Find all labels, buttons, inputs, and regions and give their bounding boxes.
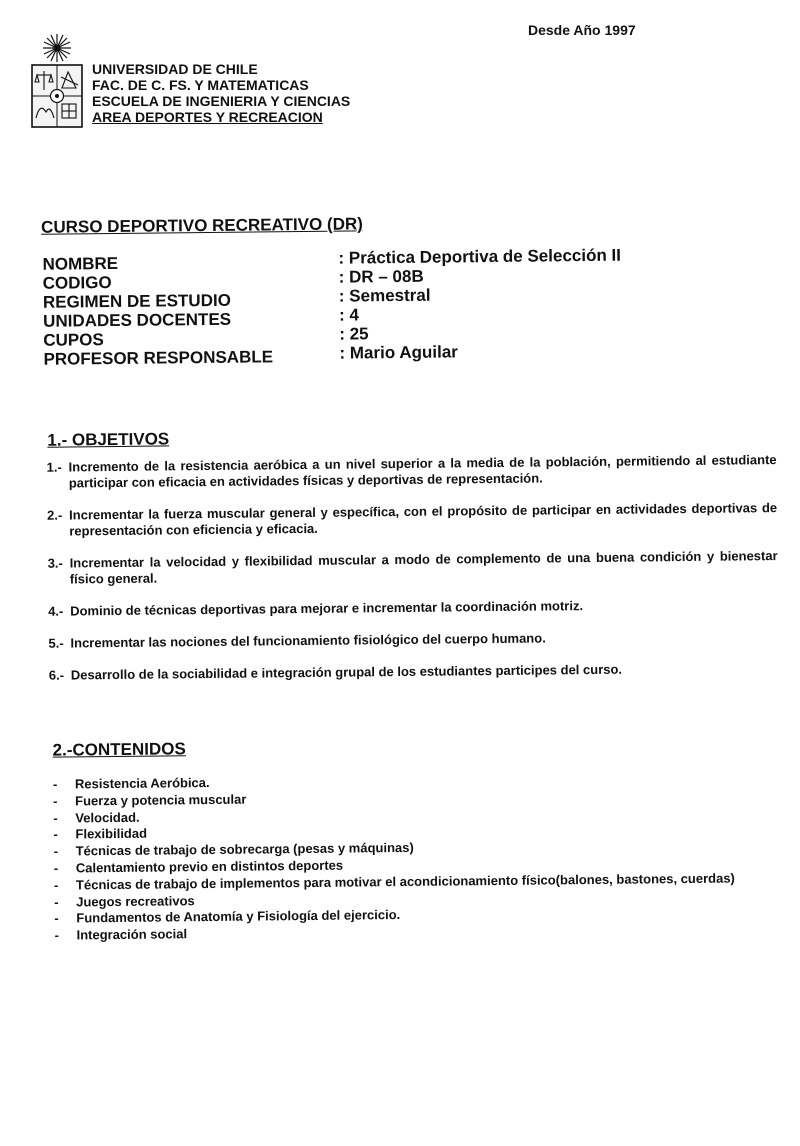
list-item-text: Integración social [76,926,187,942]
bullet-dash: - [54,844,59,861]
bullet-dash: - [54,894,59,911]
info-label: NOMBRE [42,254,118,275]
list-item-text: Velocidad. [75,809,139,825]
list-item-text: Técnicas de trabajo de implementos para motivar el acondicionamiento físico(balones, bastones, cuerdas) [76,870,735,892]
info-value: : Práctica Deportiva de Selección II [338,246,621,269]
list-item-text: Flexibilidad [75,826,147,842]
institution-line: AREA DEPORTES Y RECREACION [92,109,350,125]
objective-item [48,596,778,620]
list-item-text: Resistencia Aeróbica. [75,775,210,791]
bullet-dash: - [54,928,59,945]
info-value: : Semestral [339,286,431,307]
objective-number: 2.- [47,508,62,524]
objective-item [47,500,777,540]
info-label: PROFESOR RESPONSABLE [43,347,273,369]
objective-text: Incrementar las nociones del funcionamiento fisiológico del cuerpo humano. [70,628,778,651]
contents-title: 2.-CONTENIDOS [53,739,186,760]
info-label: UNIDADES DOCENTES [43,310,231,332]
info-value: : 4 [339,305,359,325]
info-value: : 25 [339,324,369,344]
objective-number: 1.- [47,460,62,476]
bullet-dash: - [53,793,58,810]
list-item-text: Calentamiento previo en distintos deportes [76,858,343,876]
list-item-text: Fuerza y potencia muscular [75,791,246,808]
list-item-text: Técnicas de trabajo de sobrecarga (pesas y máquinas) [76,840,414,859]
info-label: CODIGO [43,273,112,294]
info-value: : Mario Aguilar [339,342,458,363]
since-year: Desde Año 1997 [528,22,636,38]
objective-number: 4.- [48,604,63,620]
course-info [42,255,43,369]
info-value: : DR – 08B [339,267,424,288]
objective-text: Incrementar la velocidad y flexibilidad muscular a modo de complemento de una buena condición y bienestar físico general. [70,548,778,587]
bullet-dash: - [54,877,59,894]
list-item-text: Juegos recreativos [76,893,195,909]
objective-number: 6.- [49,668,64,684]
info-label: REGIMEN DE ESTUDIO [43,291,231,313]
bullet-dash: - [53,810,58,827]
institution-line: UNIVERSIDAD DE CHILE [92,61,350,77]
objective-text: Incrementar la fuerza muscular general y específica, con el propósito de participar en actividades deportivas de representación con eficiencia y eficacia. [69,500,777,539]
objective-text: Desarrollo de la sociabilidad e integración grupal de los estudiantes participes del curso. [71,660,779,683]
objective-number: 3.- [48,556,63,572]
objective-text: Incremento de la resistencia aeróbica a un nivel superior a la media de la población, permitiendo al estudiante participar con eficacia en actividades físicas y deportivas de representación. [69,452,777,491]
objective-text: Dominio de técnicas deportivas para mejorar e incrementar la coordinación motriz. [70,596,778,619]
objective-item [47,452,777,492]
bullet-dash: - [54,911,59,928]
objectives-title: 1.- OBJETIVOS [47,429,169,450]
bullet-dash: - [53,777,58,794]
institution-line: ESCUELA DE INGENIERIA Y CIENCIAS [92,93,350,109]
contents-list [51,769,793,945]
objective-item [49,660,779,684]
objectives-list [47,452,779,700]
objective-number: 5.- [48,636,63,652]
objective-item [48,628,778,652]
list-item-text: Fundamentos de Anatomía y Fisiología del ejercicio. [76,907,400,925]
info-label: CUPOS [43,330,104,351]
bullet-dash: - [54,861,59,878]
objective-item [48,548,778,588]
institution-line: FAC. DE C. FS. Y MATEMATICAS [92,77,350,93]
bullet-dash: - [53,827,58,844]
course-title: CURSO DEPORTIVO RECREATIVO (DR) [41,214,363,237]
